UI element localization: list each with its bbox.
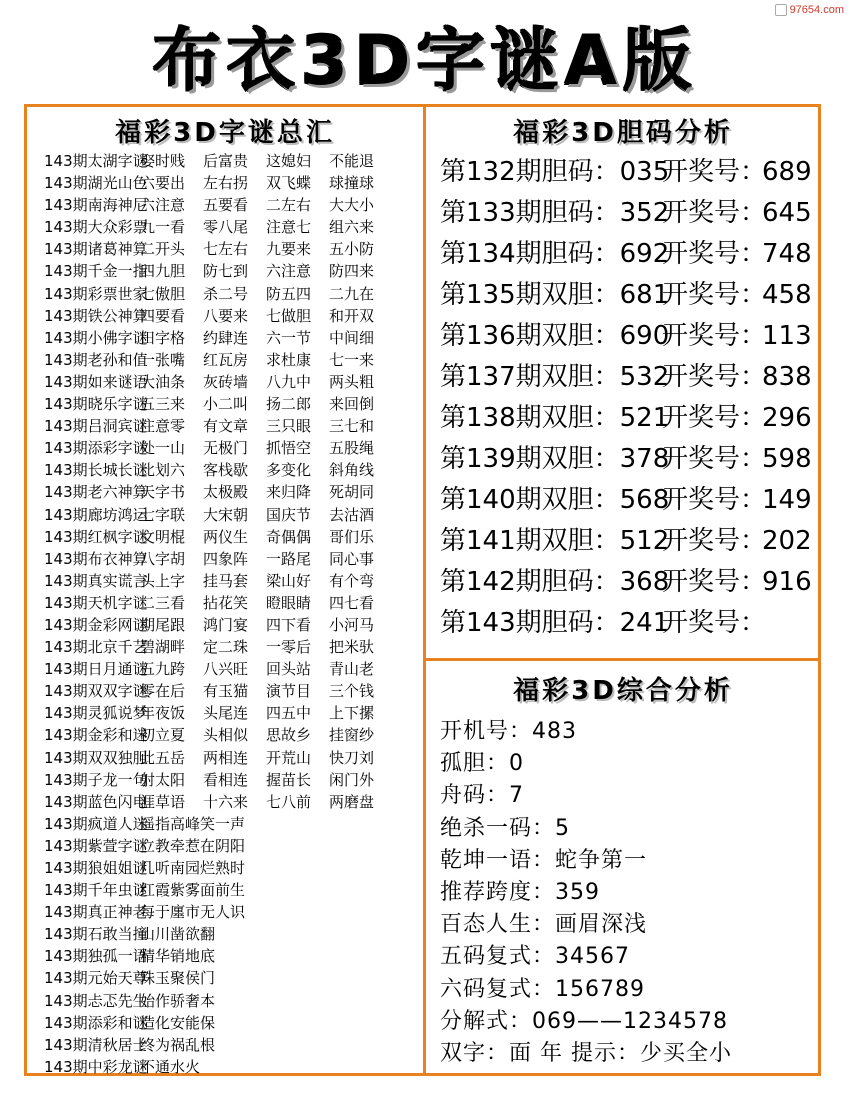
page-title: 布衣3D字谜A版 [152, 22, 698, 101]
riddle-answer: 大大小 [329, 196, 375, 215]
dan-row [440, 480, 820, 521]
riddle-row [44, 724, 420, 746]
riddle-row [44, 636, 420, 658]
riddle-answer: 六一节 [266, 328, 312, 347]
riddle-answer: 开荒山 [266, 748, 312, 767]
dan-label: 第137期双胆：532 [440, 362, 670, 392]
riddle-name: 143期蓝色闪电 [44, 792, 148, 811]
riddle-answer: 奇偶偶 [266, 527, 312, 546]
riddle-answer: 注意七 [266, 218, 312, 237]
riddle-row [44, 393, 420, 415]
riddle-answer: 哥们乐 [329, 527, 375, 546]
riddle-row [44, 658, 420, 680]
riddle-answer: 有玉猫 [203, 682, 249, 701]
dan-row [440, 152, 820, 193]
riddle-list [44, 150, 420, 1078]
riddle-row [44, 283, 420, 305]
analysis-item: 分解式：069——1234578 [440, 1008, 728, 1034]
riddle-answer: 来回倒 [329, 395, 375, 414]
dan-label: 第141期双胆：512 [440, 526, 670, 556]
riddle-row [44, 415, 420, 437]
riddle-answer: 不能退 [329, 152, 375, 170]
riddle-answer: 年夜饭 [140, 704, 186, 723]
riddle-answer: 挂马套 [203, 571, 249, 590]
analysis-item: 双字：面 年 提示：少买全小 [440, 1040, 732, 1066]
dan-label: 第138期双胆：521 [440, 403, 670, 433]
riddle-answer: 此五岳 [140, 748, 186, 767]
draw-number: 458 [762, 280, 812, 310]
riddle-answer: 思故乡 [266, 726, 312, 745]
dan-label: 第132期胆码：035 [440, 157, 670, 187]
riddle-answer: 和开双 [329, 306, 375, 325]
dan-row [440, 521, 820, 562]
riddle-name: 143期湖光山色 [44, 174, 148, 193]
riddle-answer: 每于廛市无人识 [140, 903, 246, 922]
riddle-answer: 大宋朝 [203, 505, 249, 524]
riddle-name: 143期紫萱字谜 [44, 836, 148, 855]
horizontal-divider [423, 658, 821, 661]
riddle-answer: 斜角线 [329, 461, 375, 480]
riddle-name: 143期晓乐字谜 [44, 395, 148, 414]
dan-row [440, 316, 820, 357]
riddle-name: 143期太湖字谜 [44, 152, 148, 170]
dan-label: 第143期胆码：241 [440, 608, 670, 638]
riddle-answer: 娶时贱 [140, 152, 186, 170]
draw-number: 645 [762, 198, 812, 228]
riddle-answer: 求杜康 [266, 350, 312, 369]
riddle-answer: 珠玉聚侯门 [140, 969, 216, 988]
riddle-answer: 精华销地底 [140, 947, 216, 966]
riddle-answer: 七八前 [266, 792, 312, 811]
draw-label: 开奖号： [662, 567, 767, 597]
riddle-answer: 初立夏 [140, 726, 186, 745]
riddle-answer: 挂窗纱 [329, 726, 375, 745]
riddle-answer: 头尾连 [203, 704, 249, 723]
draw-label: 开奖号： [662, 362, 767, 392]
riddle-answer: 一路尾 [266, 549, 312, 568]
riddle-answer: 演节目 [266, 682, 312, 701]
riddle-name: 143期小佛字谜 [44, 328, 148, 347]
dan-row [440, 603, 820, 644]
riddle-answer: 六注意 [140, 196, 186, 215]
riddle-name: 143期铁公神算 [44, 306, 148, 325]
riddle-row [44, 592, 420, 614]
riddle-answer: 来归降 [266, 483, 312, 502]
riddle-name: 143期金彩和迷 [44, 726, 148, 745]
riddle-answer: 杀二号 [203, 284, 249, 303]
riddle-answer: 四七看 [329, 593, 375, 612]
riddle-row [44, 614, 420, 636]
riddle-answer: 多变化 [266, 461, 312, 480]
riddle-answer: 不通水火 [140, 1057, 201, 1076]
riddle-answer: 鸿门宴 [203, 615, 249, 634]
riddle-answer: 五三来 [140, 395, 186, 414]
riddle-row [44, 769, 420, 791]
riddle-answer: 红霞紫雾面前生 [140, 881, 246, 900]
riddle-name: 143期石敢当撞 [44, 925, 148, 944]
riddle-answer: 两仪生 [203, 527, 249, 546]
riddle-answer: 青山老 [329, 660, 375, 679]
riddle-row [44, 349, 420, 371]
draw-number: 113 [762, 321, 812, 351]
riddle-answer: 几听南园烂熟时 [140, 859, 246, 877]
riddle-answer: 这媳妇 [266, 152, 312, 170]
dan-analysis-title: 福彩3D胆码分析 [513, 118, 733, 148]
riddle-answer: 中间细 [329, 328, 375, 347]
riddle-answer: 田字格 [140, 328, 186, 347]
analysis-item: 开机号：483 [440, 719, 577, 744]
riddle-row [44, 990, 420, 1012]
riddle-answer: 期尾跟 [140, 615, 186, 634]
riddle-answer: 五九跨 [140, 660, 186, 679]
analysis-item: 乾坤一语：蛇争第一 [440, 847, 648, 873]
riddle-answer: 无极门 [203, 439, 249, 458]
riddle-answer: 比划六 [140, 461, 186, 480]
riddle-answer: 两相连 [203, 748, 249, 767]
riddle-answer: 小河马 [329, 615, 375, 634]
riddle-row [44, 150, 420, 172]
riddle-answer: 三只眼 [266, 417, 312, 436]
riddle-row [44, 702, 420, 724]
riddle-name: 143期狼姐姐谜 [44, 859, 148, 877]
riddle-row [44, 923, 420, 945]
riddle-answer: 四象阵 [203, 549, 249, 568]
riddle-answer: 客栈歇 [203, 461, 249, 480]
riddle-row [44, 747, 420, 769]
riddle-answer: 二九在 [329, 284, 375, 303]
riddle-row [44, 526, 420, 548]
riddle-answer: 五要看 [203, 196, 249, 215]
riddle-answer: 七做胆 [266, 306, 312, 325]
riddle-answer: 有个弯 [329, 571, 375, 590]
riddle-name: 143期吕洞宾谜 [44, 417, 148, 436]
riddle-answer: 二左右 [266, 196, 312, 215]
watermark [775, 4, 844, 16]
riddle-row [44, 172, 420, 194]
riddle-answer: 两头粗 [329, 372, 375, 391]
riddle-name: 143期千金一指 [44, 262, 148, 281]
riddle-name: 143期老孙和值 [44, 350, 148, 369]
riddle-answer: 天字书 [140, 483, 186, 502]
riddle-answer: 去沽酒 [329, 505, 375, 524]
dan-row [440, 275, 820, 316]
dan-label: 第134期胆码：692 [440, 239, 670, 269]
riddle-answer: 六要出 [140, 174, 186, 193]
draw-label: 开奖号： [662, 608, 767, 638]
riddle-row [44, 260, 420, 282]
riddle-answer: 三七和 [329, 417, 375, 436]
riddle-answer: 四要看 [140, 306, 186, 325]
riddle-answer: 扬二郎 [266, 395, 312, 414]
riddle-answer: 一零后 [266, 638, 312, 657]
riddle-answer: 小二叫 [203, 395, 249, 414]
riddle-row [44, 437, 420, 459]
riddle-answer: 九要来 [266, 240, 312, 259]
draw-label: 开奖号： [662, 526, 767, 556]
riddle-row [44, 1056, 420, 1078]
draw-label: 开奖号： [662, 198, 767, 228]
riddle-name: 143期疯道人迷 [44, 814, 148, 833]
riddle-answer: 六注意 [266, 262, 312, 281]
riddle-answer: 左右拐 [203, 174, 249, 193]
riddle-answer: 二三看 [140, 593, 186, 612]
riddle-row [44, 1034, 420, 1056]
riddle-answer: 太极殿 [203, 483, 249, 502]
draw-number: 689 [762, 157, 812, 187]
overall-analysis-title: 福彩3D综合分析 [513, 676, 733, 706]
riddle-row [44, 901, 420, 923]
riddle-row [44, 879, 420, 901]
riddle-answer: 闲门外 [329, 770, 375, 789]
riddle-answer: 梁山好 [266, 571, 312, 590]
dan-list [440, 152, 820, 644]
riddle-answer: 九一看 [140, 218, 186, 237]
riddle-name: 143期大众彩票 [44, 218, 148, 237]
riddle-name: 143期添彩和谜 [44, 1013, 148, 1032]
riddle-answer: 回头站 [266, 660, 312, 679]
riddle-answer: 注意零 [140, 417, 186, 436]
riddle-answer: 终为祸乱根 [140, 1035, 216, 1054]
riddle-name: 143期灵狐说梦 [44, 704, 148, 723]
riddle-row [44, 194, 420, 216]
riddle-name: 143期诸葛神算 [44, 240, 148, 259]
riddle-answer: 射太阳 [140, 770, 186, 789]
riddle-name: 143期双双独胆 [44, 748, 148, 767]
riddle-answer: 八要来 [203, 306, 249, 325]
riddle-answer: 始作骄奢本 [140, 991, 216, 1010]
riddle-answer: 二开头 [140, 240, 186, 259]
analysis-item: 推荐跨度：359 [440, 879, 600, 905]
riddle-answer: 拈花笑 [203, 593, 249, 612]
riddle-row [44, 813, 420, 835]
analysis-item: 绝杀一码：5 [440, 815, 570, 841]
riddle-answer: 一张嘴 [140, 350, 186, 369]
riddle-answer: 零在后 [140, 682, 186, 701]
riddle-answer: 头上字 [140, 571, 186, 590]
browser-icon [775, 4, 787, 16]
draw-number: 838 [762, 362, 812, 392]
dan-label: 第136期双胆：690 [440, 321, 670, 351]
draw-label: 开奖号： [662, 280, 767, 310]
dan-row [440, 398, 820, 439]
draw-number: 748 [762, 239, 812, 269]
riddle-name: 143期忐忑先生 [44, 991, 148, 1010]
dan-label: 第135期双胆：681 [440, 280, 670, 310]
riddle-answer: 造化安能保 [140, 1013, 216, 1032]
dan-label: 第140期双胆：568 [440, 485, 670, 515]
riddle-answer: 文明棍 [140, 527, 186, 546]
vertical-divider [423, 104, 426, 1076]
riddle-row [44, 481, 420, 503]
riddle-answer: 同心事 [329, 549, 375, 568]
riddle-summary-title: 福彩3D字谜总汇 [115, 118, 335, 148]
riddle-answer: 零八尾 [203, 218, 249, 237]
draw-label: 开奖号： [662, 321, 767, 351]
riddle-answer: 快刀刘 [329, 748, 375, 767]
dan-row [440, 193, 820, 234]
riddle-name: 143期元始天尊 [44, 969, 148, 988]
riddle-name: 143期清秋居士 [44, 1035, 148, 1054]
riddle-row [44, 791, 420, 813]
riddle-row [44, 305, 420, 327]
riddle-answer: 八兴旺 [203, 660, 249, 679]
riddle-row [44, 945, 420, 967]
analysis-item: 五码复式：34567 [440, 944, 630, 970]
riddle-answer: 四五中 [266, 704, 312, 723]
analysis-item: 百态人生：画眉深浅 [440, 912, 648, 938]
draw-label: 开奖号： [662, 239, 767, 269]
riddle-answer: 有文章 [203, 417, 249, 436]
riddle-answer: 两磨盘 [329, 792, 375, 811]
riddle-answer: 十六来 [203, 792, 249, 811]
riddle-answer: 山川凿欲翻 [140, 925, 216, 944]
draw-label: 开奖号： [662, 444, 767, 474]
draw-label: 开奖号： [662, 403, 767, 433]
riddle-name: 143期中彩龙谜 [44, 1057, 148, 1076]
riddle-row [44, 459, 420, 481]
riddle-name: 143期天机字谜 [44, 593, 148, 612]
riddle-name: 143期彩票世家 [44, 284, 148, 303]
draw-label: 开奖号： [662, 157, 767, 187]
riddle-name: 143期长城长谜 [44, 461, 148, 480]
riddle-answer: 七傲胆 [140, 284, 186, 303]
riddle-answer: 头相似 [203, 726, 249, 745]
riddle-row [44, 1012, 420, 1034]
riddle-answer: 定二珠 [203, 638, 249, 657]
riddle-answer: 瞪眼睛 [266, 593, 312, 612]
analysis-item: 孤胆：0 [440, 751, 524, 777]
dan-row [440, 357, 820, 398]
riddle-row [44, 835, 420, 857]
riddle-row [44, 371, 420, 393]
riddle-row [44, 504, 420, 526]
draw-number: 202 [762, 526, 812, 556]
riddle-answer: 看相连 [203, 770, 249, 789]
riddle-answer: 后富贵 [203, 152, 249, 170]
draw-number: 296 [762, 403, 812, 433]
dan-label: 第142期胆码：368 [440, 567, 670, 597]
riddle-answer: 四九胆 [140, 262, 186, 281]
riddle-name: 143期廊坊鸿运 [44, 505, 148, 524]
riddle-answer: 立教牵惹在阴阳 [140, 836, 246, 855]
draw-number: 598 [762, 444, 812, 474]
riddle-row [44, 238, 420, 260]
riddle-answer: 组六来 [329, 218, 375, 237]
riddle-row [44, 216, 420, 238]
dan-row [440, 562, 820, 603]
riddle-answer: 防七到 [203, 262, 249, 281]
riddle-answer: 防四来 [329, 262, 375, 281]
dan-label: 第133期胆码：352 [440, 198, 670, 228]
riddle-row [44, 857, 420, 879]
overall-analysis-list [440, 716, 820, 1070]
riddle-answer: 约肆连 [203, 328, 249, 347]
riddle-answer: 灰砖墙 [203, 372, 249, 391]
riddle-answer: 八九中 [266, 372, 312, 391]
riddle-answer: 八字胡 [140, 549, 186, 568]
riddle-answer: 握苗长 [266, 770, 312, 789]
riddle-answer: 球撞球 [329, 174, 375, 193]
riddle-name: 143期添彩字谜 [44, 439, 148, 458]
riddle-answer: 七一来 [329, 350, 375, 369]
riddle-row [44, 967, 420, 989]
draw-number: 149 [762, 485, 812, 515]
riddle-name: 143期布衣神算 [44, 549, 148, 568]
riddle-answer: 国庆节 [266, 505, 312, 524]
riddle-answer: 死胡同 [329, 483, 375, 502]
draw-number: 916 [762, 567, 812, 597]
dan-row [440, 234, 820, 275]
riddle-name: 143期子龙一句 [44, 770, 148, 789]
riddle-answer: 上下摞 [329, 704, 375, 723]
riddle-answer: 涯草语 [140, 792, 186, 811]
riddle-answer: 四下看 [266, 615, 312, 634]
riddle-answer: 双飞蝶 [266, 174, 312, 193]
riddle-answer: 五股绳 [329, 439, 375, 458]
riddle-name: 143期日月通谜 [44, 660, 148, 679]
riddle-answer: 七字联 [140, 505, 186, 524]
riddle-name: 143期南海神尼 [44, 196, 148, 215]
riddle-name: 143期独孤一语 [44, 947, 148, 966]
riddle-name: 143期红枫字谜 [44, 527, 148, 546]
riddle-name: 143期真正神老 [44, 903, 148, 922]
draw-label: 开奖号： [662, 485, 767, 515]
watermark-text: 97654.com [789, 4, 844, 16]
dan-label: 第139期双胆：378 [440, 444, 670, 474]
analysis-item: 六码复式：156789 [440, 976, 645, 1002]
riddle-name: 143期千年虫谜 [44, 881, 148, 900]
riddle-answer: 抓悟空 [266, 439, 312, 458]
riddle-answer: 五小防 [329, 240, 375, 259]
riddle-row [44, 327, 420, 349]
riddle-answer: 三个钱 [329, 682, 375, 701]
riddle-name: 143期如来谜语 [44, 372, 148, 391]
riddle-name: 143期北京千艺 [44, 638, 148, 657]
riddle-name: 143期真实谎言 [44, 571, 148, 590]
riddle-answer: 处一山 [140, 439, 186, 458]
riddle-row [44, 570, 420, 592]
riddle-row [44, 548, 420, 570]
riddle-answer: 防五四 [266, 284, 312, 303]
riddle-name: 143期老六神算 [44, 483, 148, 502]
riddle-name: 143期双双字谜 [44, 682, 148, 701]
riddle-answer: 七左右 [203, 240, 249, 259]
riddle-answer: 大油条 [140, 372, 186, 391]
riddle-answer: 红瓦房 [203, 350, 249, 369]
analysis-item: 舟码：7 [440, 783, 524, 809]
riddle-row [44, 680, 420, 702]
riddle-answer: 遥指高峰笑一声 [140, 814, 246, 833]
dan-row [440, 439, 820, 480]
riddle-answer: 碧湖畔 [140, 638, 186, 657]
riddle-answer: 把米驮 [329, 638, 375, 657]
riddle-name: 143期金彩网谜 [44, 615, 148, 634]
